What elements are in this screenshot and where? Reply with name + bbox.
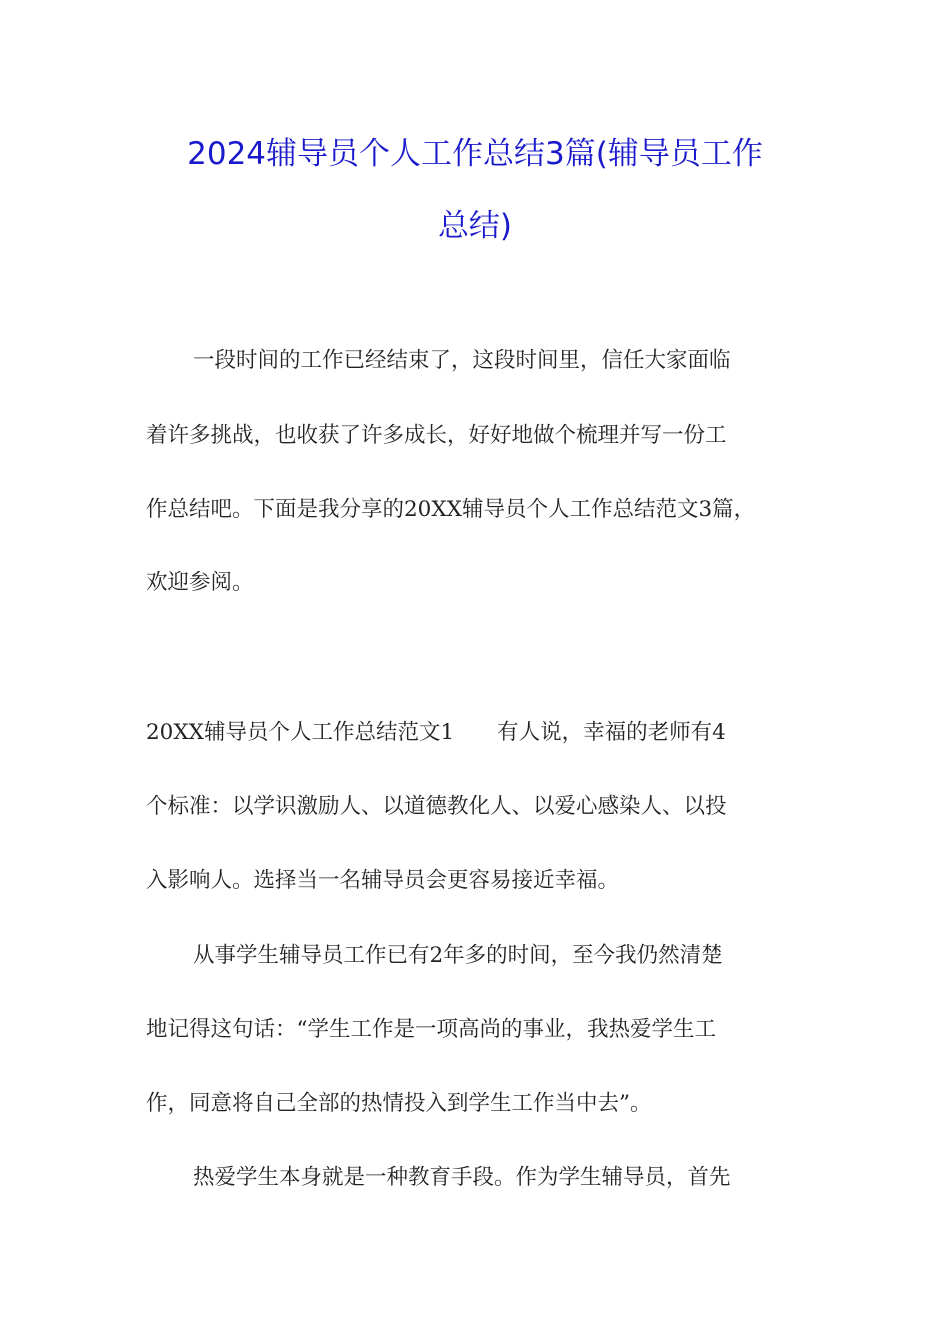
intro-line-2: 着许多挑战，也收获了许多成长，好好地做个梳理并写一份工 xyxy=(146,423,727,448)
paragraph2-line-3: 作，同意将自己全部的热情投入到学生工作当中去”。 xyxy=(146,1091,652,1116)
paragraph3-line-1: 热爱学生本身就是一种教育手段。作为学生辅导员，首先 xyxy=(193,1165,731,1190)
document-title-line-1: 2024辅导员个人工作总结3篇(辅导员工作 xyxy=(187,136,763,172)
section1-line-1: 20XX辅导员个人工作总结范文1 有人说，幸福的老师有4 xyxy=(146,720,726,745)
section1-line-3: 入影响人。选择当一名辅导员会更容易接近幸福。 xyxy=(146,868,620,893)
section1-line-2: 个标准：以学识激励人、以道德教化人、以爱心感染人、以投 xyxy=(146,794,727,819)
intro-line-1: 一段时间的工作已经结束了，这段时间里，信任大家面临 xyxy=(193,348,731,373)
intro-line-3: 作总结吧。下面是我分享的20XX辅导员个人工作总结范文3篇， xyxy=(146,497,756,522)
paragraph2-line-1: 从事学生辅导员工作已有2年多的时间，至今我仍然清楚 xyxy=(193,943,723,968)
intro-line-4: 欢迎参阅。 xyxy=(146,570,254,595)
paragraph2-line-2: 地记得这句话：“学生工作是一项高尚的事业，我热爱学生工 xyxy=(146,1017,716,1042)
document-title-line-2: 总结) xyxy=(437,208,513,244)
